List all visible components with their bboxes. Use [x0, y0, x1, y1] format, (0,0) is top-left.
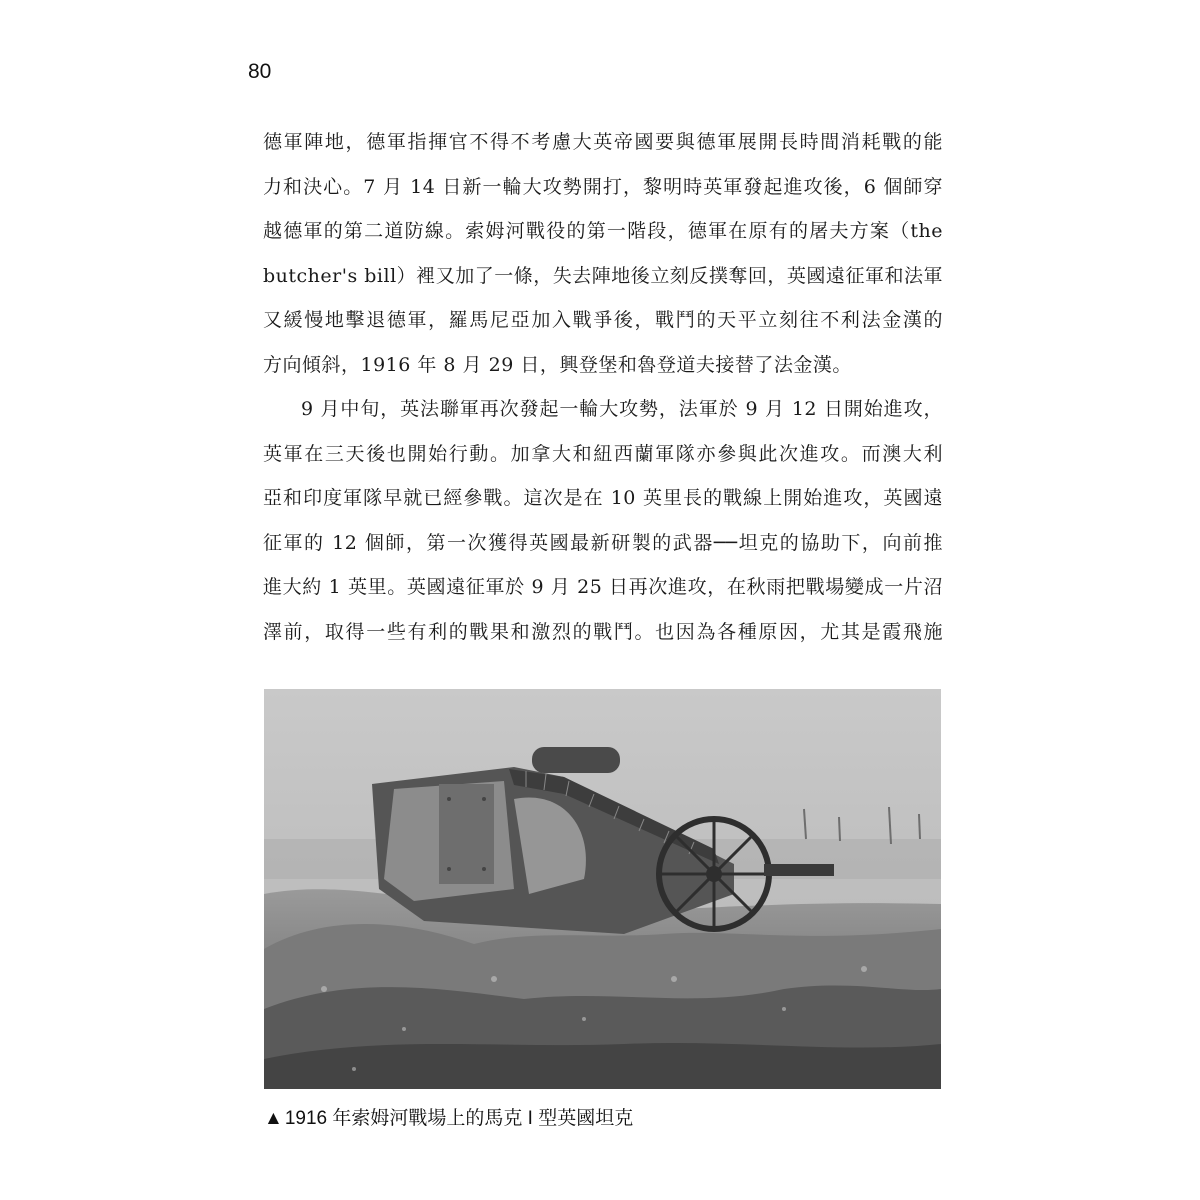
text-line: 德軍陣地，德軍指揮官不得不考慮大英帝國要與德軍展開長時間消耗戰的能	[263, 131, 943, 153]
tank-photo	[264, 689, 941, 1089]
text-line: 亞和印度軍隊早就已經參戰。這次是在 10 英里長的戰線上開始進攻，英國遠	[263, 487, 943, 509]
text-line: 越德軍的第二道防線。索姆河戰役的第一階段，德軍在原有的屠夫方案（the	[263, 220, 943, 242]
text-line: 澤前，取得一些有利的戰果和激烈的戰鬥。也因為各種原因，尤其是霞飛施	[263, 620, 943, 643]
text-line: 進大約 1 英里。英國遠征軍於 9 月 25 日再次進攻，在秋雨把戰場變成一片沼	[263, 576, 943, 598]
page-number: 80	[248, 60, 272, 83]
text-line: 英軍在三天後也開始行動。加拿大和紐西蘭軍隊亦參與此次進攻。而澳大利	[263, 442, 943, 465]
text-line: 又緩慢地擊退德軍，羅馬尼亞加入戰爭後，戰鬥的天平立刻往不利法金漢的	[263, 309, 943, 331]
text-line: 方向傾斜，1916 年 8 月 29 日，興登堡和魯登道夫接替了法金漢。	[263, 353, 852, 376]
text-line: butcher's bill）裡又加了一條，失去陣地後立刻反撲奪回，英國遠征軍和法軍	[263, 264, 943, 287]
text-line: 征軍的 12 個師，第一次獲得英國最新研製的武器──坦克的協助下，向前推	[263, 531, 943, 554]
body-text	[263, 120, 943, 654]
text-line: 9 月中旬，英法聯軍再次發起一輪大攻勢，法軍於 9 月 12 日開始進攻，	[301, 398, 943, 420]
triangle-marker-icon: ▲	[264, 1108, 283, 1129]
text-line: 力和決心。7 月 14 日新一輪大攻勢開打，黎明時英軍發起進攻後，6 個師穿	[263, 175, 943, 198]
figure-caption	[264, 1103, 633, 1130]
caption-text: 1916 年索姆河戰場上的馬克 I 型英國坦克	[284, 1108, 634, 1129]
